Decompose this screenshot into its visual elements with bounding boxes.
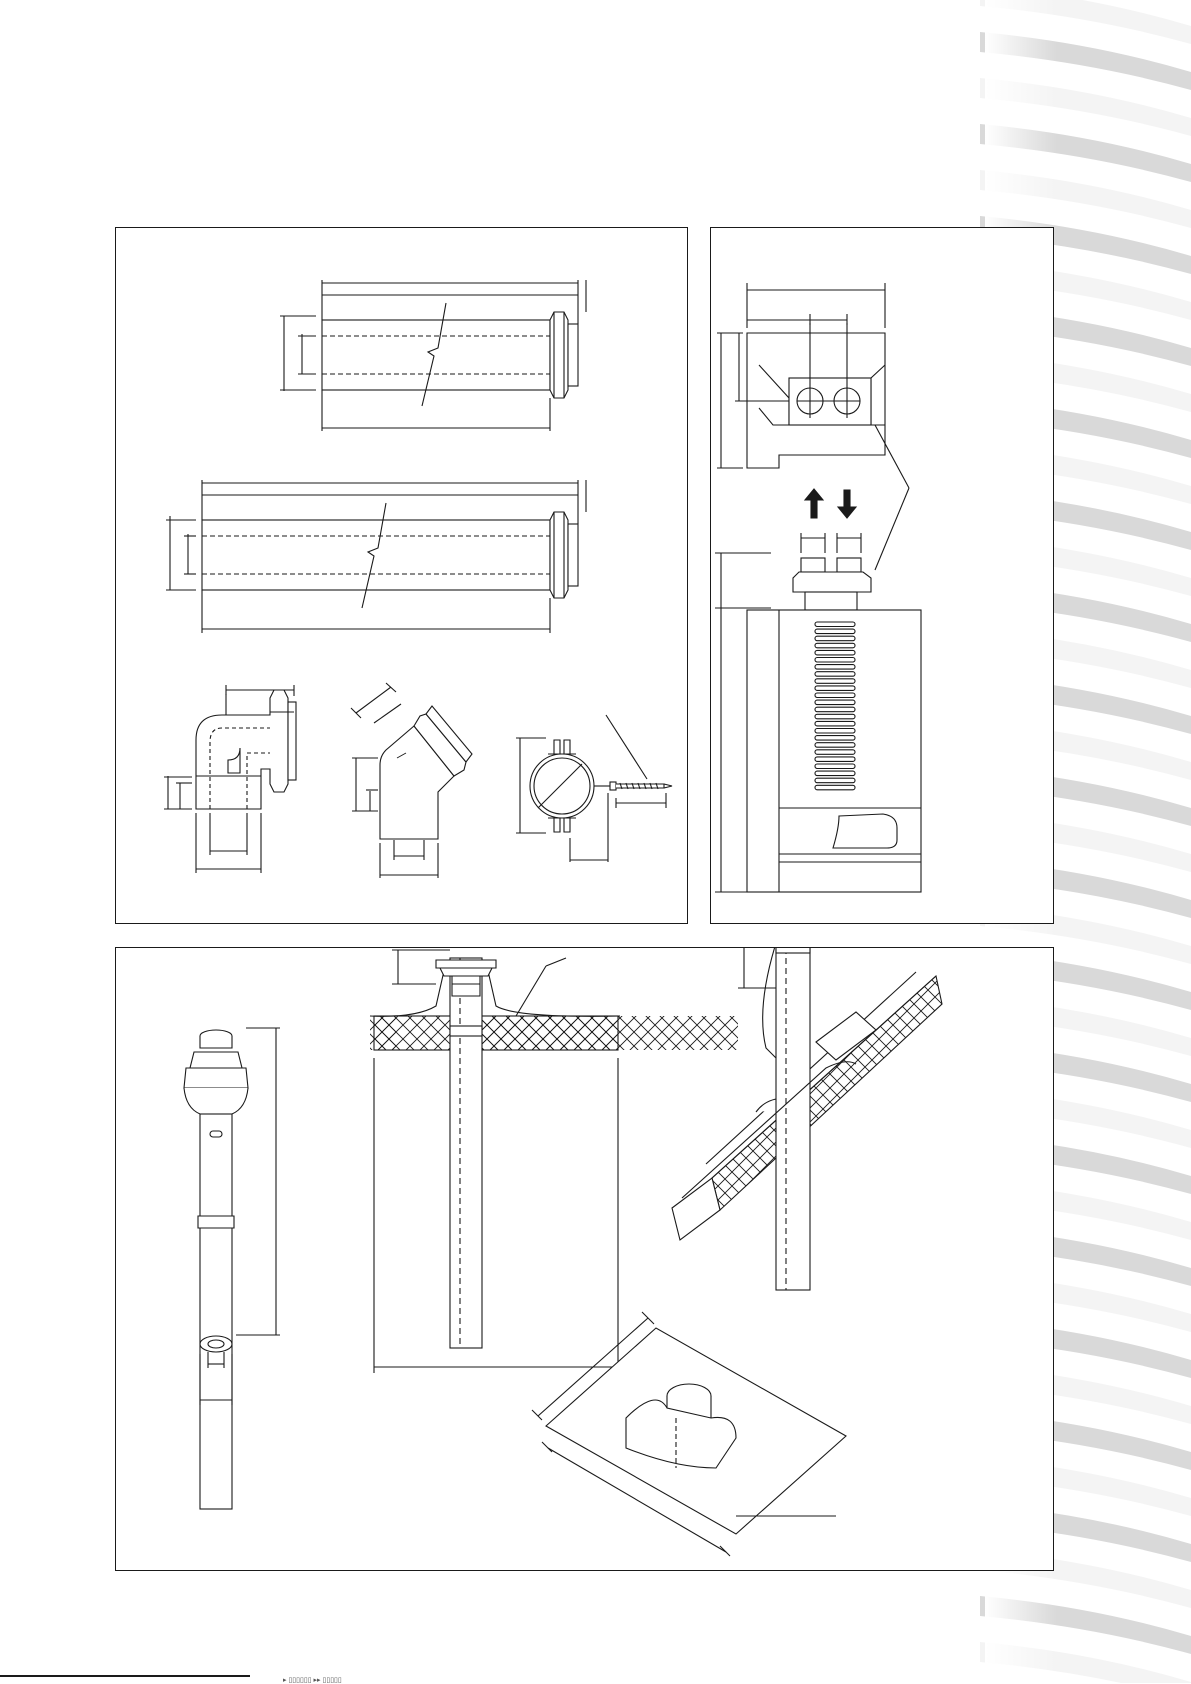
flow-arrows bbox=[805, 489, 856, 518]
grille-slot bbox=[815, 736, 855, 741]
short-flue-pipe bbox=[280, 280, 586, 431]
grille-slot bbox=[815, 700, 855, 705]
roof-flashing-plate bbox=[532, 1312, 846, 1556]
grille-slot bbox=[815, 707, 855, 712]
roof-terminal-panel bbox=[115, 947, 1054, 1571]
footer-rule bbox=[0, 1675, 250, 1677]
grille-slot bbox=[815, 665, 855, 670]
grille-slot bbox=[815, 743, 855, 748]
grille-slot bbox=[815, 771, 855, 776]
grille-slot bbox=[815, 729, 855, 734]
grille-slot bbox=[815, 636, 855, 641]
flat-roof-installation bbox=[370, 948, 738, 1373]
vertical-roof-terminal bbox=[184, 1028, 280, 1509]
grille-slot bbox=[815, 643, 855, 648]
grille-slot bbox=[815, 622, 855, 627]
grille-slot bbox=[815, 686, 855, 691]
grille-slot bbox=[815, 658, 855, 663]
grille-slot bbox=[815, 650, 855, 655]
grille-slot bbox=[815, 778, 855, 783]
boiler-outline bbox=[715, 533, 921, 892]
grille-slot bbox=[815, 672, 855, 677]
grille-slot bbox=[815, 693, 855, 698]
grille-slot bbox=[815, 785, 855, 790]
ninety-degree-bend bbox=[164, 685, 296, 873]
pitched-roof-installation bbox=[672, 948, 942, 1290]
forty-five-degree-bend bbox=[351, 683, 472, 878]
boiler-adaptor-panel bbox=[710, 227, 1054, 924]
grille-slot bbox=[815, 764, 855, 769]
pipe-clip-bracket bbox=[516, 715, 672, 862]
long-flue-pipe bbox=[166, 480, 586, 633]
grille-slot bbox=[815, 757, 855, 762]
grille-slot bbox=[815, 679, 855, 684]
flue-components-panel bbox=[115, 227, 688, 924]
grille-slot bbox=[815, 714, 855, 719]
grille-slot bbox=[815, 721, 855, 726]
grille-slot bbox=[815, 629, 855, 634]
grille-slot bbox=[815, 750, 855, 755]
flue-adaptor-box bbox=[717, 283, 909, 570]
footer-text: ▸ ▯▯▯▯▯▯ ▸▸ ▯▯▯▯▯ bbox=[283, 1677, 342, 1684]
